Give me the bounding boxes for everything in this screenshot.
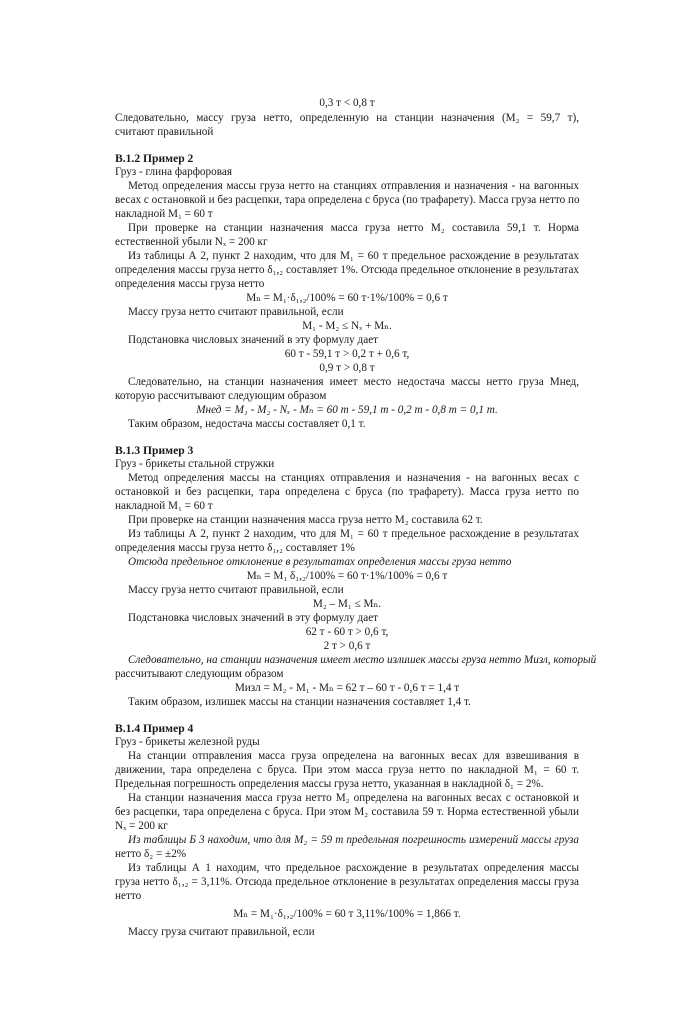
paragraph-line: Таким образом, недостача массы составляет 0,1 т.: [128, 418, 366, 430]
formula-line: М₂ – М₁ ≤ Мₙ.: [312, 598, 382, 610]
paragraph-line: накладной М₁ = 60 т: [115, 500, 213, 512]
paragraph-line: Nₓ = 200 кг: [115, 820, 168, 832]
paragraph-line: Из таблицы А 2, пункт 2 находим, что для М₁ = 60 т предельное расхождение в результатах: [128, 250, 579, 262]
paragraph-line: естественной убыли Nₓ = 200 кг: [115, 236, 268, 248]
paragraph-line: без расцепки, тара определена с бруса. При этом М₂ составила 59 т. Норма естественной убыли: [115, 806, 579, 818]
paragraph-line: остановкой и без расцепки, тара определена с бруса (по трафарету). Масса груза нетто по: [115, 486, 579, 498]
section-heading: В.1.4 Пример 4: [115, 722, 194, 735]
paragraph-line: Подстановка числовых значений в эту формулу дает: [128, 334, 379, 346]
paragraph-line: При проверке на станции назначения масса груза нетто М₂ составила 59,1 т. Норма: [128, 222, 579, 234]
section-heading: В.1.3 Пример 3: [115, 444, 194, 457]
formula-line: 2 т > 0,6 т: [323, 640, 371, 652]
cargo-line: Груз - брикеты стальной стружки: [115, 458, 275, 470]
formula-line: М₁ - М₂ ≤ Nₓ + Мₙ.: [302, 320, 392, 332]
formula-line: Мₙ = М₁ δ₁,₂/100% = 60 т·1%/100% = 0,6 т: [246, 570, 448, 582]
paragraph-line: определения массы груза нетто δ₁,₂ составляет 1%. Отсюда предельное отклонение в результатах: [115, 264, 579, 276]
formula-line: Мизл = М₂ - М₁ - Мₙ = 62 т – 60 т - 0,6 т = 1,4 т: [234, 682, 460, 694]
section-heading: В.1.2 Пример 2: [115, 152, 194, 165]
paragraph-line: Из таблицы Б 3 находим, что для М₂ = 59 т предельная погрешность измерений массы груза: [128, 834, 579, 846]
formula-line: Мнед = М₁ - М₂ - Nₓ - Мₙ = 60 т - 59,1 т - 0,2 т - 0,8 т = 0,1 т.: [196, 404, 498, 416]
formula-line: 62 т - 60 т > 0,6 т,: [305, 626, 389, 638]
paragraph-line: рассчитывают следующим образом: [115, 668, 284, 680]
paragraph-line: Таким образом, излишек массы на станции назначения составляет 1,4 т.: [128, 696, 471, 708]
paragraph-line: Следовательно, на станции назначения имеет место излишек массы груза нетто Мизл, который: [128, 654, 597, 666]
cargo-line: Груз - глина фарфоровая: [115, 166, 232, 178]
paragraph-line: На станции отправления масса груза определена на вагонных весах для взвешивания в: [128, 750, 579, 762]
paragraph-line: Следовательно, на станции назначения имеет место недостача массы нетто груза Мнед,: [128, 376, 579, 388]
paragraph-line: При проверке на станции назначения масса груза нетто М₂ составила 62 т.: [128, 514, 483, 526]
formula-line: 0,9 т > 0,8 т: [319, 362, 375, 374]
paragraph-line: нетто: [115, 890, 142, 902]
paragraph-line: движении, тара определена с бруса. При этом масса груза нетто по накладной М₁ = 60 т.: [115, 764, 579, 776]
formula-line: Мₙ = М₁·δ₁,₂/100% = 60 т 3,11%/100% = 1,866 т.: [233, 908, 461, 920]
paragraph-line: Массу груза считают правильной, если: [128, 926, 315, 938]
paragraph-line: определения массы груза нетто: [115, 278, 265, 290]
paragraph-line: Подстановка числовых значений в эту формулу дает: [128, 612, 379, 624]
paragraph-line: которую рассчитывают следующим образом: [115, 390, 327, 402]
paragraph-line: считают правильной: [115, 126, 214, 138]
paragraph-line: Метод определения массы груза нетто на станциях отправления и назначения - на вагонных: [128, 180, 579, 192]
formula-line: 60 т - 59,1 т > 0,2 т + 0,6 т,: [284, 348, 410, 360]
paragraph-line: На станции назначения масса груза нетто М₂ определена на вагонных весах с остановкой и: [128, 792, 579, 804]
paragraph-line: определения массы груза нетто δ₁,₂ составляет 1%: [115, 542, 356, 554]
paragraph-line: Массу груза нетто считают правильной, если: [128, 306, 344, 318]
paragraph-line: Предельная погрешность определения массы груза нетто, указанная в накладной δ₁ = 2%.: [115, 778, 544, 790]
paragraph-line: Следовательно, массу груза нетто, определенную на станции назначения (М₂ = 59,7 т),: [115, 112, 579, 124]
paragraph-line: нетто δ₂ = ±2%: [115, 848, 187, 860]
paragraph-line: Из таблицы А 1 находим, что предельное расхождение в результатах определения массы: [128, 862, 579, 874]
paragraph-line: накладной М₁ = 60 т: [115, 208, 213, 220]
formula-line: 0,3 т < 0,8 т: [319, 97, 375, 109]
paragraph-line: груза нетто δ₁,₂ = 3,11%. Отсюда предельное отклонение в результатах определения массы груза: [115, 876, 579, 888]
paragraph-line: Отсюда предельное отклонение в результатах определения массы груза нетто: [128, 556, 512, 568]
paragraph-line: Метод определения массы на станциях отправления и назначения - на вагонных весах с: [128, 472, 579, 484]
paragraph-line: весах с остановкой и без расцепки, тара определена с бруса (по трафарету). Масса груза нетто по: [115, 194, 580, 206]
paragraph-line: Из таблицы А 2, пункт 2 находим, что для М₁ = 60 т предельное расхождение в результатах: [128, 528, 579, 540]
formula-line: Мₙ = М₁·δ₁,₂/100% = 60 т·1%/100% = 0,6 т: [246, 292, 448, 304]
cargo-line: Груз - брикеты железной руды: [115, 736, 260, 748]
paragraph-line: Массу груза нетто считают правильной, если: [128, 584, 344, 596]
